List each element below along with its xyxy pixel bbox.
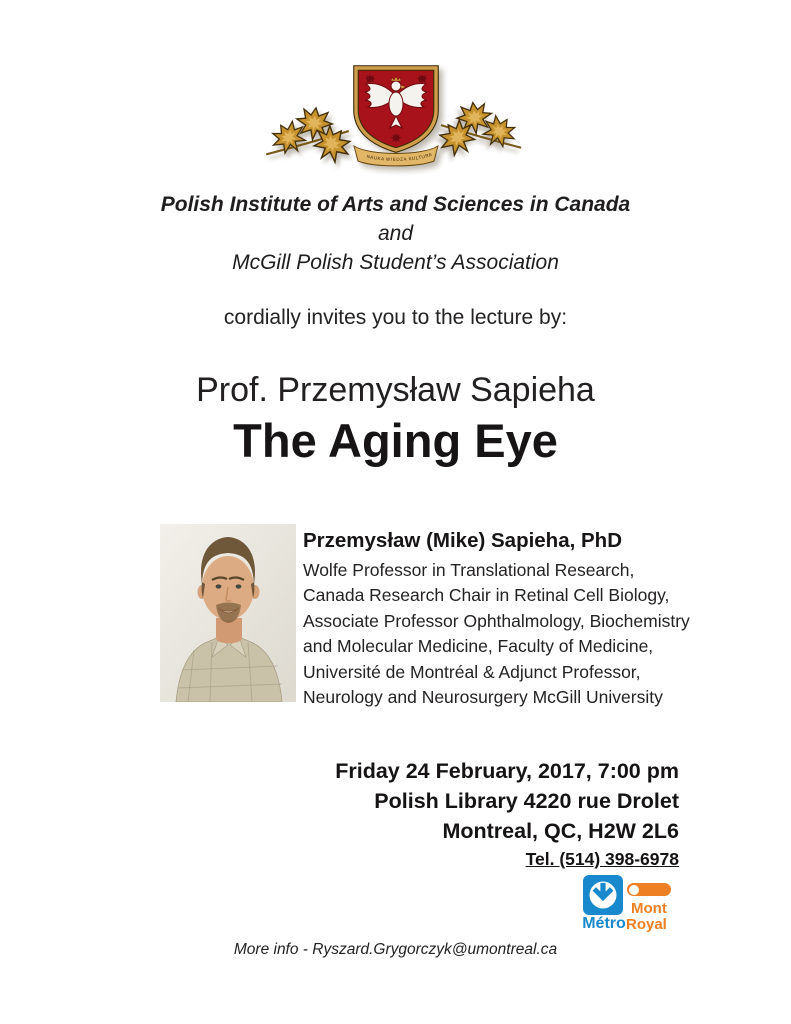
speaker-portrait-photo [160,524,296,702]
event-datetime: Friday 24 February, 2017, 7:00 pm [335,759,679,783]
metro-station-name-line2: Royal [626,916,667,933]
bio-line: Neurology and Neurosurgery McGill University [303,687,663,708]
event-phone: Tel. (514) 398-6978 [525,849,679,869]
more-info-line: More info - Ryszard.Grygorczyk@umontreal.ca [233,941,558,958]
metro-mont-royal-badge [574,873,709,945]
organizations-block [0,190,791,277]
crest-motto: NAUKA WIEDZA KULTURA [366,151,433,162]
event-venue: Polish Library 4220 rue Drolet [374,789,679,813]
event-details-block [335,756,679,870]
maple-leaves-left-icon [262,99,352,167]
lecture-title: The Aging Eye [233,414,558,467]
maple-leaves-right-icon [438,94,525,160]
bio-line: and Molecular Medicine, Faculty of Medicine, [303,636,654,657]
bio-line: Université de Montréal & Adjunct Professor, [303,661,641,682]
org-primary: Polish Institute of Arts and Sciences in Canada [160,193,631,216]
metro-station-dot-icon [629,885,639,895]
emblem-row [0,0,791,190]
event-city: Montreal, QC, H2W 2L6 [442,819,679,843]
invitation-line: cordially invites you to the lecture by: [223,306,568,329]
bio-line: Canada Research Chair in Retinal Cell Biology, [303,585,670,606]
bio-name: Przemysław (Mike) Sapieha, PhD [303,529,623,552]
polish-institute-crest-icon [347,64,445,168]
speaker-name-line: Prof. Przemysław Sapieha [196,371,595,409]
org-secondary: McGill Polish Student’s Association [232,251,559,274]
metro-orange-line-icon [627,883,671,896]
metro-label: Métro [582,915,626,932]
bio-line: Wolfe Professor in Translational Research, [303,560,635,580]
org-conjunction: and [377,222,414,245]
montreal-metro-icon [583,875,623,915]
speaker-bio-block [303,529,693,710]
metro-station-name-line1: Mont [631,900,667,917]
bio-line: Associate Professor Ophthalmology, Biochemistry [303,610,690,631]
